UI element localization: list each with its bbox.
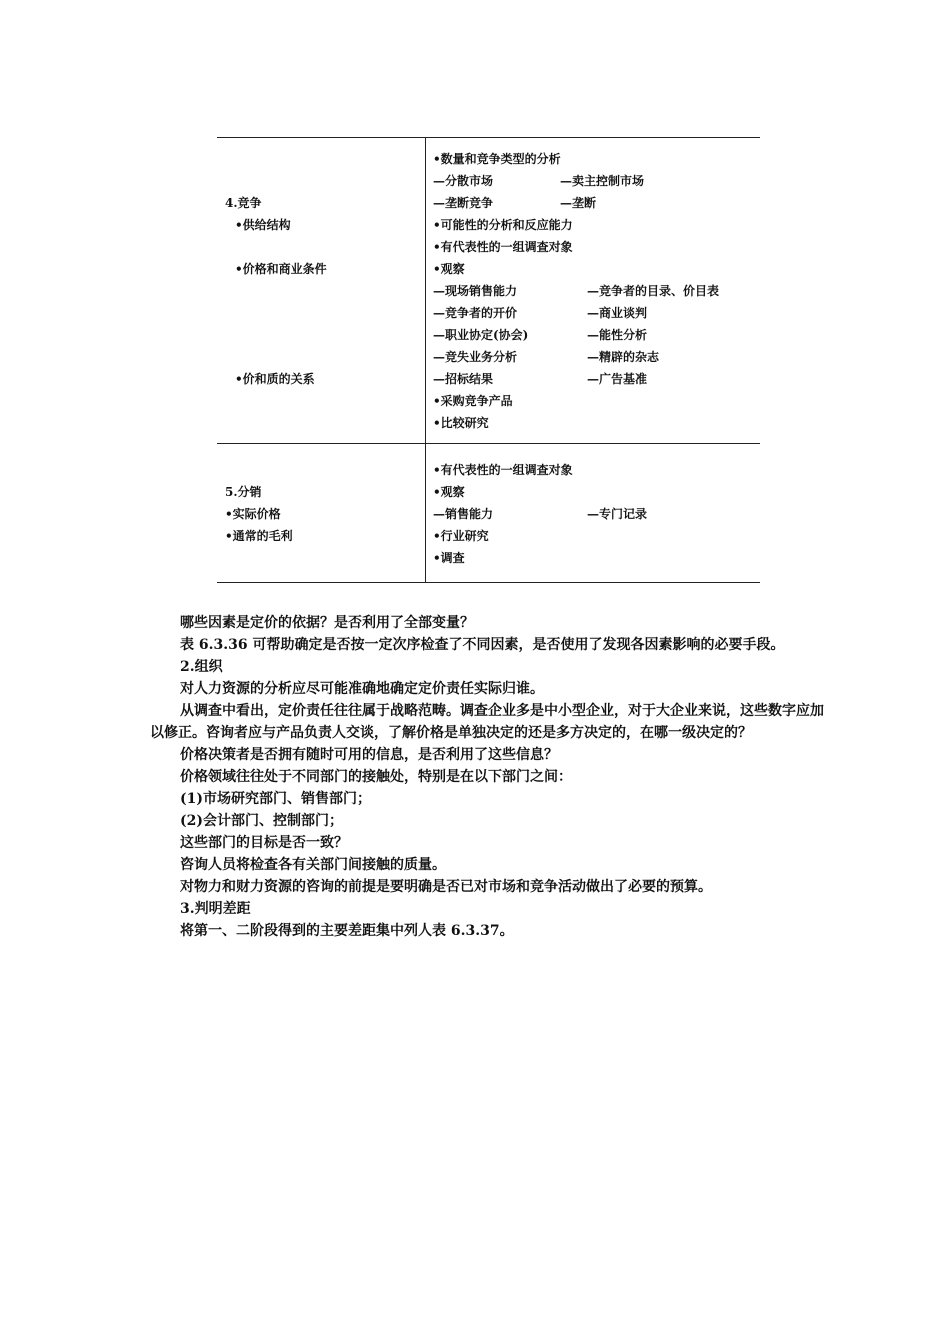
section5-entry: •有代表性的一组调查对象	[433, 463, 573, 477]
section4-entry: —竞失业务分析	[433, 350, 518, 364]
section4-entry: —垄断	[560, 196, 597, 210]
paragraph: 表 6.3.36 可帮助确定是否按一定次序检查了不同因素，是否使用了发现各因素影响的必要手段。	[180, 637, 785, 653]
paragraph: 对人力资源的分析应尽可能准确地确定定价责任实际归谁。	[180, 681, 544, 697]
section4-entry: —能性分析	[587, 328, 648, 342]
factor-table	[217, 137, 760, 583]
section4-entry: —卖主控制市场	[560, 174, 645, 188]
section5-entry: •观察	[433, 485, 465, 499]
section5-entry: —销售能力	[433, 507, 494, 521]
section4-entry: •采购竞争产品	[433, 394, 513, 408]
section4-entry: —广告基准	[587, 372, 648, 386]
section-heading: 2.组织	[180, 659, 223, 675]
section4-entry: •比较研究	[433, 416, 489, 430]
section4-item: •价格和商业条件	[235, 262, 327, 276]
section4-entry: —现场销售能力	[433, 284, 518, 298]
section4-heading: 4.竞争	[225, 196, 262, 210]
section4-entry: —精辟的杂志	[587, 350, 660, 364]
table-middle-rule	[217, 443, 760, 444]
section5-heading: 5.分销	[225, 485, 262, 499]
section5-item: •实际价格	[225, 507, 281, 521]
paragraph: 价格决策者是否拥有随时可用的信息，是否利用了这些信息？	[180, 747, 558, 763]
paragraph: 这些部门的目标是否一致？	[180, 835, 348, 851]
section5-item: •通常的毛利	[225, 529, 293, 543]
section5-entry: —专门记录	[587, 507, 648, 521]
section5-entry: •行业研究	[433, 529, 489, 543]
paragraph: 对物力和财力资源的咨询的前提是要明确是否已对市场和竞争活动做出了必要的预算。	[180, 879, 712, 895]
section4-entry: —垄断竞争	[433, 196, 494, 210]
paragraph: 将第一、二阶段得到的主要差距集中列人表 6.3.37。	[180, 923, 514, 939]
paragraph: 价格领域往往处于不同部门的接触处，特别是在以下部门之间：	[180, 769, 572, 785]
table-top-rule	[217, 137, 760, 138]
section4-entry: •数量和竞争类型的分析	[433, 152, 561, 166]
section4-item: •供给结构	[235, 218, 291, 232]
section4-entry: •可能性的分析和反应能力	[433, 218, 573, 232]
section4-entry: —招标结果	[433, 372, 494, 386]
section4-entry: —竞争者的开价	[433, 306, 518, 320]
table-bottom-rule	[217, 582, 760, 583]
paragraph: 咨询人员将检查各有关部门间接触的质量。	[180, 857, 446, 873]
section4-entry: —分散市场	[433, 174, 494, 188]
paragraph: 哪些因素是定价的依据？是否利用了全部变量？	[180, 615, 474, 631]
section4-entry: —商业谈判	[587, 306, 648, 320]
section5-entry: •调查	[433, 551, 465, 565]
list-item: (2)会计部门、控制部门；	[180, 813, 343, 829]
section4-entry: •观察	[433, 262, 465, 276]
section-heading: 3.判明差距	[180, 901, 251, 917]
body-text	[150, 612, 830, 942]
section4-entry: —竞争者的目录、价目表	[587, 284, 720, 298]
section4-entry: —职业协定(协会)	[433, 328, 529, 342]
table-column-divider	[425, 137, 426, 583]
list-item: (1)市场研究部门、销售部门；	[180, 791, 371, 807]
section4-item: •价和质的关系	[235, 372, 315, 386]
section4-entry: •有代表性的一组调查对象	[433, 240, 573, 254]
paragraph: 从调查中看出，定价责任往往属于战略范畴。调查企业多是中小型企业，对于大企业来说，这些数字应加以修正。咨询者应与产品负责人交谈，了解价格是单独决定的还是多方决定的，在哪一级决定的？	[150, 703, 824, 741]
